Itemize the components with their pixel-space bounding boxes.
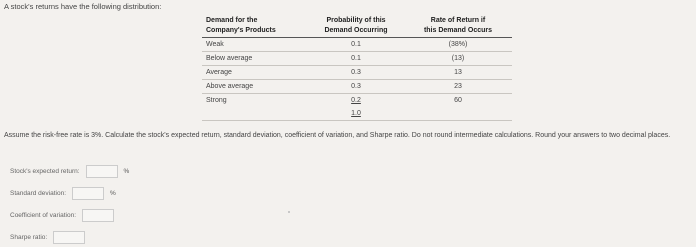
answer-form [10,160,129,247]
return-cell: (38%) [404,38,512,52]
header-probability-line1: Probability of this [326,17,386,24]
answer-row-sharpe-ratio [10,226,129,247]
standard-deviation-label: Standard deviation: [10,189,67,197]
expected-return-input[interactable] [86,165,118,178]
total-probability: 1.0 [351,110,361,117]
table-row [202,80,512,94]
probability-cell: 0.1 [308,38,404,52]
coefficient-of-variation-input[interactable] [82,209,114,222]
table-row [202,66,512,80]
demand-cell: Weak [202,38,308,52]
header-demand-line1: Demand for the [206,17,258,24]
table-row [202,94,512,108]
sharpe-ratio-label: Sharpe ratio: [10,233,48,241]
standard-deviation-input[interactable] [72,187,104,200]
return-cell: (13) [404,52,512,66]
answer-row-coefficient-of-variation [10,204,129,226]
table-row [202,38,512,52]
intro-text: A stock's returns have the following distribution: [4,2,162,11]
return-cell: 13 [404,66,512,80]
header-demand-line2: Company's Products [202,26,308,38]
probability-cell: 0.1 [308,52,404,66]
header-return-line1: Rate of Return if [430,17,486,24]
return-cell: 23 [404,80,512,94]
distribution-table [202,16,512,121]
header-return-line2: this Demand Occurs [404,26,512,38]
answer-row-standard-deviation [10,182,129,204]
sharpe-ratio-input[interactable] [53,231,85,244]
answer-row-expected-return [10,160,129,182]
table-row [202,52,512,66]
demand-cell: Average [202,66,308,80]
header-probability-line2: Demand Occurring [308,26,404,38]
probability-cell: 0.2 [351,97,361,104]
demand-cell: Above average [202,80,308,94]
expected-return-label: Stock's expected return: [10,167,80,175]
demand-cell: Below average [202,52,308,66]
return-cell: 60 [454,97,462,104]
total-row [202,107,512,121]
instructions-text: Assume the risk-free rate is 3%. Calculate the stock's expected return, standard deviation, coefficient of variation, and Sharpe ratio. Do not round intermediate calculations. Round your answers to two decimal places. [4,132,671,139]
demand-cell: Strong [206,97,227,104]
probability-cell: 0.3 [308,80,404,94]
standard-deviation-unit: % [110,189,116,197]
cursor-dot [288,211,290,213]
probability-cell: 0.3 [308,66,404,80]
expected-return-unit: % [123,167,130,175]
coefficient-of-variation-label: Coefficient of variation: [10,211,76,219]
